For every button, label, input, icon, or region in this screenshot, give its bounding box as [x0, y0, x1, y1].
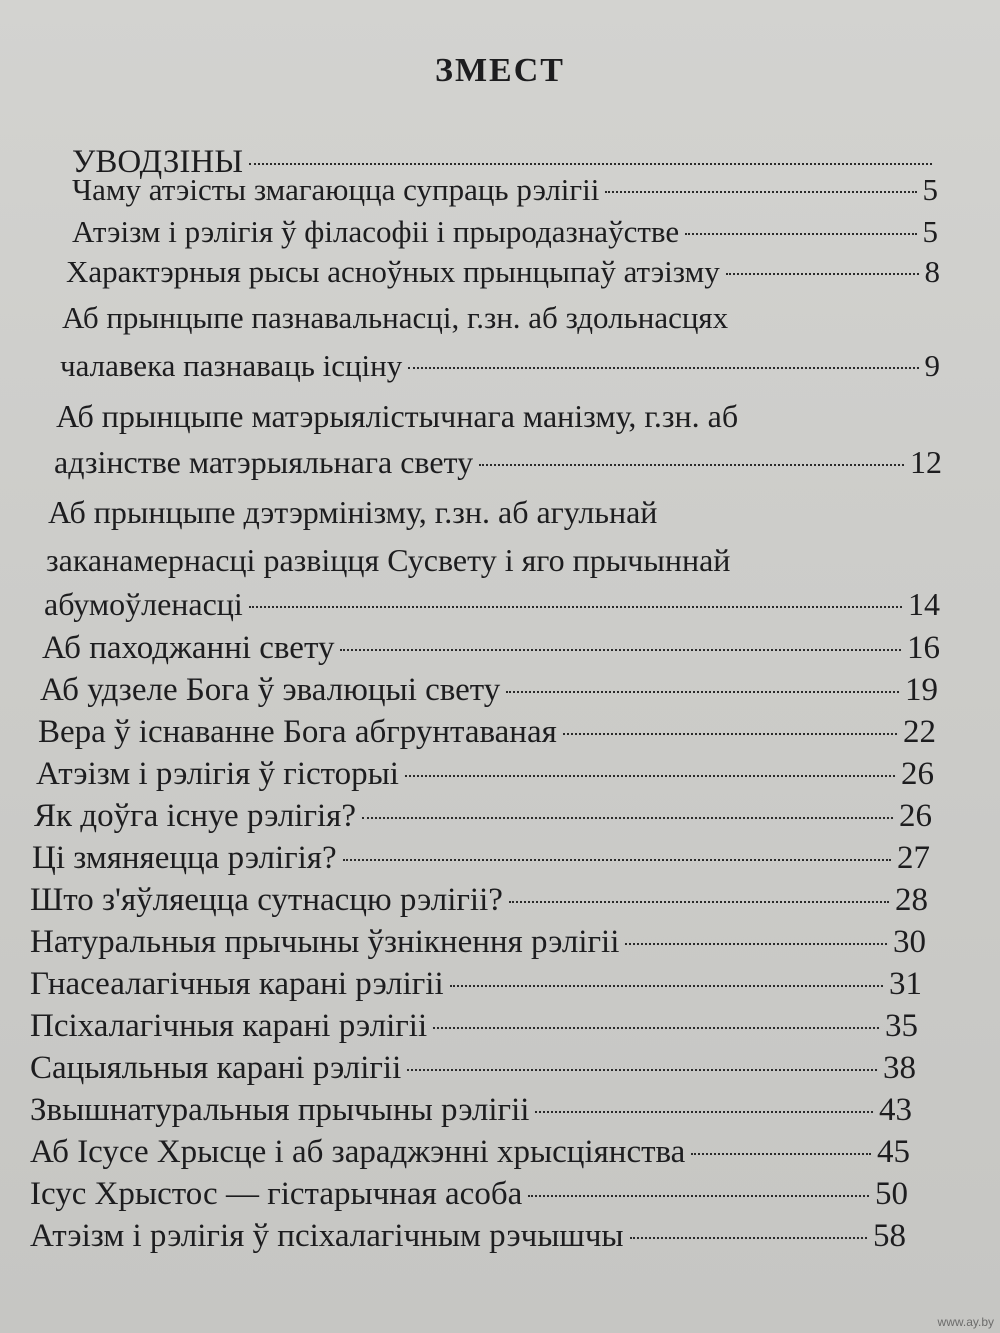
toc-entry	[66, 250, 940, 294]
toc-page-number: 14	[908, 586, 940, 622]
toc-leader-dots	[509, 901, 889, 903]
toc-entry-title: Аб паходжанні свету	[42, 630, 335, 666]
toc-leader-dots	[630, 1237, 867, 1239]
toc-page-number: 35	[885, 1008, 918, 1044]
toc-page-number: 19	[905, 672, 938, 708]
toc-entry	[60, 344, 940, 388]
toc-entry	[30, 1004, 918, 1048]
toc-entry-title: Псіхалагічныя карані рэлігіі	[30, 1008, 428, 1044]
toc-page-number: 26	[901, 756, 934, 792]
toc-entry-title: Сацыяльныя карані рэлігіі	[30, 1050, 402, 1086]
toc-page-number: 45	[877, 1134, 910, 1170]
toc-page-number: 12	[910, 444, 942, 480]
toc-page-number: 8	[924, 254, 940, 289]
toc-entry	[40, 668, 938, 712]
toc-entry-title: Вера ў існаванне Бога абгрунтаваная	[38, 714, 557, 750]
toc-entry	[34, 794, 932, 838]
toc-leader-dots	[362, 817, 893, 819]
toc-entry	[30, 1088, 912, 1132]
toc-entry-title: чалавека пазнаваць ісціну	[60, 348, 403, 383]
toc-page-number: 26	[899, 798, 932, 834]
toc-page-number: 5	[922, 172, 938, 207]
toc-entry-title: Звышнатуральныя прычыны рэлігіі	[30, 1092, 530, 1128]
toc-entry-title: Ісус Хрыстос — гістарычная асоба	[30, 1176, 523, 1212]
toc-leader-dots	[450, 985, 883, 987]
toc-page-number: 5	[922, 214, 938, 249]
toc-page-number: 58	[873, 1218, 906, 1254]
toc-entry-title: Атэізм і рэлігія ў гісторыі	[36, 756, 399, 792]
toc-entry	[44, 582, 940, 626]
toc-entry-line: заканамернасці развіцця Сусвету і яго прычыннай	[46, 542, 731, 578]
toc-page-number: 27	[897, 840, 930, 876]
toc-entry	[54, 440, 942, 484]
toc-leader-dots	[625, 943, 887, 945]
toc-page-number: 38	[883, 1050, 916, 1086]
toc-entry	[32, 836, 930, 880]
toc-entry-title: адзінстве матэрыяльнага свету	[54, 444, 474, 480]
toc-entry-line: Аб прынцыпе пазнавальнасці, г.зн. аб здольнасцях	[62, 300, 729, 335]
toc-page-number: 31	[889, 966, 922, 1002]
toc-page-number: 22	[903, 714, 936, 750]
toc-entry-title: Гнасеалагічныя карані рэлігіі	[30, 966, 444, 1002]
toc-leader-dots	[685, 233, 916, 235]
toc-entry	[30, 1130, 910, 1174]
toc-page-number: 16	[907, 630, 940, 666]
toc-entry	[30, 920, 926, 964]
toc-entry	[38, 710, 936, 754]
toc-leader-dots	[433, 1027, 879, 1029]
toc-page-number: 28	[895, 882, 928, 918]
toc-entry-title: Як доўга існуе рэлігія?	[34, 798, 357, 834]
toc-entry	[30, 1214, 906, 1258]
toc-entry-title: УВОДЗІНЫ	[72, 144, 244, 180]
toc-entry-title: Атэізм і рэлігія ў псіхалагічным рэчышчы	[30, 1218, 624, 1254]
toc-leader-dots	[605, 191, 916, 193]
toc-page-number: 50	[875, 1176, 908, 1212]
toc-entry	[72, 168, 938, 212]
toc-leader-dots	[407, 1069, 877, 1071]
toc-leader-dots	[563, 733, 897, 735]
toc-leader-dots	[249, 606, 902, 608]
toc-leader-dots	[340, 649, 901, 651]
toc-leader-dots	[691, 1153, 871, 1155]
toc-entry-title: Ці змяняецца рэлігія?	[32, 840, 337, 876]
toc-entry-title: Што з'яўляецца сутнасцю рэлігіі?	[30, 882, 503, 918]
toc-leader-dots	[343, 859, 891, 861]
toc-entry-title: Натуральныя прычыны ўзнікнення рэлігіі	[30, 924, 620, 960]
toc-leader-dots	[506, 691, 899, 693]
toc-leader-dots	[405, 775, 895, 777]
toc-page-number: 30	[893, 924, 926, 960]
toc-leader-dots	[528, 1195, 869, 1197]
toc-leader-dots	[408, 367, 918, 369]
toc-page-number: 43	[879, 1092, 912, 1128]
toc-entry-line: Аб прынцыпе дэтэрмінізму, г.зн. аб агульнай	[48, 494, 658, 530]
toc-entry-title: Аб удзеле Бога ў эвалюцыі свету	[40, 672, 501, 708]
toc-entry-title: Атэізм і рэлігія ў філасофіі і прыродазнаўстве	[72, 214, 680, 249]
toc-entry	[30, 1172, 908, 1216]
toc-entry	[36, 752, 934, 796]
toc-page-number: 9	[924, 348, 940, 383]
toc-entry	[72, 210, 938, 254]
watermark: www.ay.by	[937, 1315, 994, 1329]
toc-entry	[42, 626, 940, 670]
toc-leader-dots	[479, 464, 904, 466]
toc-leader-dots	[249, 163, 932, 165]
toc-entry-line: Аб прынцыпе матэрыялістычнага манізму, г.зн. аб	[56, 398, 739, 434]
toc-entry	[30, 878, 928, 922]
toc-entry	[30, 1046, 916, 1090]
page-title: ЗМЕСТ	[435, 52, 565, 89]
toc-entry-title: Аб Ісусе Хрысце і аб зараджэнні хрысціянства	[30, 1134, 686, 1170]
toc-entry	[30, 962, 922, 1006]
toc-leader-dots	[726, 273, 919, 275]
toc-entry-title: Характэрныя рысы асноўных прынцыпаў атэізму	[66, 254, 720, 289]
toc-entry-title: Чаму атэісты змагаюцца супраць рэлігіі	[72, 172, 600, 207]
toc-entry-title: абумоўленасці	[44, 586, 243, 622]
toc-leader-dots	[535, 1111, 873, 1113]
